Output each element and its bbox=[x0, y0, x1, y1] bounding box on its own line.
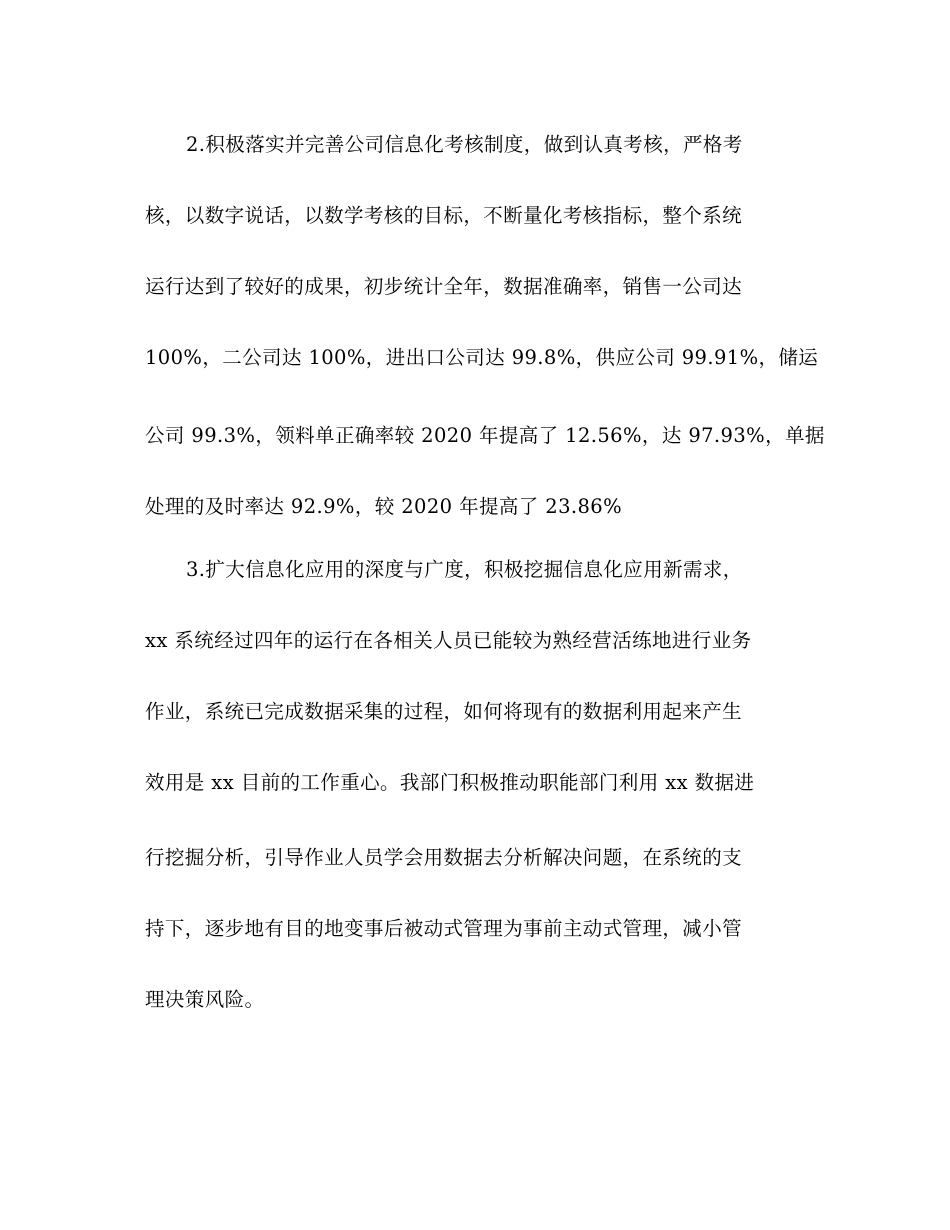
text-line: 3.扩大信息化应用的深度与广度，积极挖掘信息化应用新需求， bbox=[186, 558, 743, 581]
text-line: 公司 99.3%，领料单正确率较 2020 年提高了 12.56%，达 97.93%，单据 bbox=[145, 424, 825, 447]
text-line: 处理的及时率达 92.9%，较 2020 年提高了 23.86% bbox=[145, 495, 623, 518]
text-line: 效用是 xx 目前的工作重心。我部门积极推动职能部门利用 xx 数据进 bbox=[145, 771, 755, 794]
text-line: 作业，系统已完成数据采集的过程，如何将现有的数据利用起来产生 bbox=[145, 700, 743, 723]
text-line: 理决策风险。 bbox=[145, 988, 265, 1011]
text-line: 100%，二公司达 100%，进出口公司达 99.8%，供应公司 99.91%，储运 bbox=[145, 346, 819, 369]
text-line: 行挖掘分析，引导作业人员学会用数据去分析解决问题，在系统的支 bbox=[145, 846, 743, 869]
text-line: xx 系统经过四年的运行在各相关人员已能较为熟经营活练地进行业务 bbox=[145, 629, 752, 652]
text-line: 持下，逐步地有目的地变事后被动式管理为事前主动式管理，减小管 bbox=[145, 917, 743, 940]
text-line: 核，以数字说话，以数学考核的目标，不断量化考核指标，整个系统 bbox=[145, 204, 743, 227]
text-line: 运行达到了较好的成果，初步统计全年，数据准确率，销售一公司达 bbox=[145, 275, 743, 298]
text-line: 2.积极落实并完善公司信息化考核制度，做到认真考核，严格考 bbox=[186, 133, 743, 156]
